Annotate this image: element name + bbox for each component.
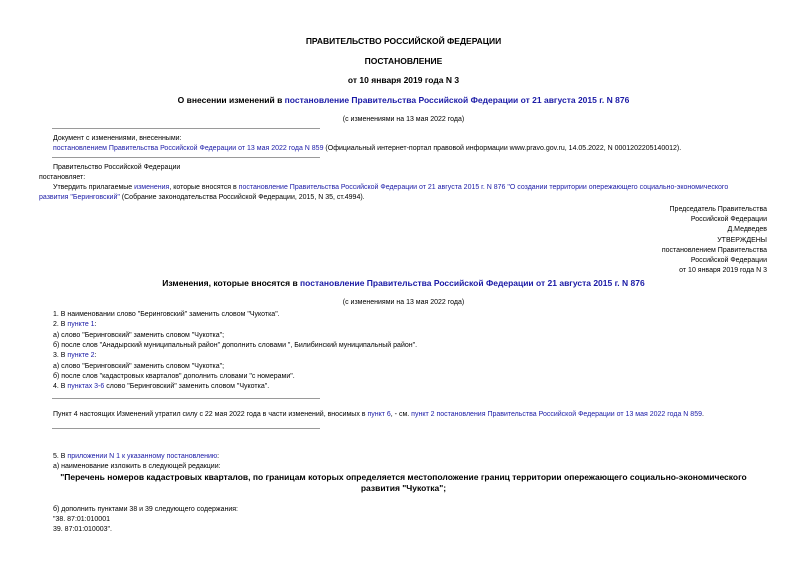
government-heading: ПРАВИТЕЛЬСТВО РОССИЙСКОЙ ФЕДЕРАЦИИ <box>305 36 502 46</box>
revision-note: (с изменениями на 13 мая 2022 года) <box>342 116 465 123</box>
note-text: Пункт 4 настоящих Изменений утратил силу с 22 мая 2022 года в части изменений, вносимых в <box>53 411 368 418</box>
title-link[interactable]: постановление Правительства Российской Федерации от 21 августа 2015 г. N 876 <box>284 95 630 105</box>
document-title <box>0 95 807 106</box>
changes-title-prefix: Изменения, которые вносятся в <box>162 278 301 288</box>
approved-line-1: УТВЕРЖДЕНЫ <box>717 237 767 244</box>
cadastral-39: 39. 87:01:010003". <box>53 526 112 533</box>
item-text: 3. В <box>53 352 68 359</box>
changes-doc-rest: (Официальный интернет-портал правовой информации www.pravo.gov.ru, 14.05.2022, N 0001202205140012). <box>323 145 682 152</box>
item-text: 2. В <box>53 321 68 328</box>
repeal-note <box>53 410 704 419</box>
change-item-3a: а) слово "Беринговский" заменить словом "Чукотка"; <box>53 363 225 370</box>
preamble-text: Утвердить прилагаемые <box>53 184 135 191</box>
divider <box>52 398 320 399</box>
cadastral-38: "38. 87:01:010001 <box>53 516 110 523</box>
item-text: 4. В <box>53 383 68 390</box>
note-text: , - см. <box>390 411 412 418</box>
quoted-title-line-2: развития "Чукотка"; <box>360 483 447 493</box>
clause-2-link[interactable]: пункте 2 <box>67 352 95 359</box>
clause-6-link[interactable]: пункт 6 <box>367 411 391 418</box>
divider <box>52 157 320 158</box>
changes-title <box>0 278 807 289</box>
resolution-876-link-cont[interactable]: развития "Беринговский" <box>39 194 120 201</box>
changes-doc-line: Документ с изменениями, внесенными: <box>53 135 182 142</box>
approved-line-3: Российской Федерации <box>690 257 767 264</box>
item-text: 5. В <box>53 453 68 460</box>
divider <box>52 128 320 129</box>
clause-1-link[interactable]: пункте 1 <box>67 321 95 328</box>
note-text: . <box>701 411 704 418</box>
change-item-2 <box>53 320 97 329</box>
changes-title-link[interactable]: постановление Правительства Российской Федерации от 21 августа 2015 г. N 876 <box>300 278 645 288</box>
title-prefix: О внесении изменений в <box>177 95 285 105</box>
change-item-5 <box>53 452 219 461</box>
preamble-paragraph <box>53 183 728 192</box>
change-item-3 <box>53 351 97 360</box>
changes-link[interactable]: изменения <box>134 184 170 191</box>
approved-line-4: от 10 января 2019 года N 3 <box>679 267 767 274</box>
change-item-5a: а) наименование изложить в следующей редакции: <box>53 463 221 470</box>
preamble-text: (Собрание законодательства Российской Федерации, 2015, N 35, ст.4994). <box>119 194 365 201</box>
resolution-859-link[interactable]: пункт 2 постановления Правительства Российской Федерации от 13 мая 2022 года N 859 <box>411 411 702 418</box>
appendix-1-link[interactable]: приложении N 1 к указанному постановлению <box>67 453 218 460</box>
item-text: : <box>217 453 220 460</box>
preamble-resolves: постановляет: <box>39 174 86 181</box>
change-item-5b: б) дополнить пунктами 38 и 39 следующего содержания: <box>53 506 238 513</box>
changes-revision-note: (с изменениями на 13 мая 2022 года) <box>342 299 465 306</box>
preamble-paragraph-cont <box>39 193 365 202</box>
change-item-2b: б) после слов "Анадырский муниципальный район" дополнить словами ", Билибинский муниципальный район". <box>53 342 418 349</box>
changes-doc-link[interactable]: постановлением Правительства Российской Федерации от 13 мая 2022 года N 859 <box>53 145 324 152</box>
signature-name: Д.Медведев <box>727 226 767 233</box>
item-text: : <box>94 352 97 359</box>
document-date: от 10 января 2019 года N 3 <box>347 75 460 85</box>
quoted-title-line-1: "Перечень номеров кадастровых кварталов, по границам которых определяется местоположение границ территории опережающего социально-экономического <box>60 472 747 482</box>
item-text: : <box>94 321 97 328</box>
change-item-2a: а) слово "Беринговский" заменить словом "Чукотка"; <box>53 332 225 339</box>
resolution-876-link[interactable]: постановление Правительства Российской Федерации от 21 августа 2015 г. N 876 "О создании территории опережающего социально-экономического <box>238 184 729 191</box>
change-item-1: 1. В наименовании слово "Беринговский" заменить словом "Чукотка". <box>53 311 280 318</box>
preamble-text: , которые вносятся в <box>169 184 239 191</box>
item-text: слово "Беринговский" заменить словом "Чукотка". <box>104 383 270 390</box>
changes-doc-source <box>53 144 681 153</box>
change-item-4 <box>53 382 269 391</box>
preamble-government: Правительство Российской Федерации <box>53 164 181 171</box>
divider <box>52 428 320 429</box>
signature-line-1: Председатель Правительства <box>669 206 767 213</box>
document-type: ПОСТАНОВЛЕНИЕ <box>364 56 443 66</box>
approved-line-2: постановлением Правительства <box>661 247 767 254</box>
signature-line-2: Российской Федерации <box>690 216 767 223</box>
change-item-3b: б) после слов "кадастровых кварталов" дополнить словами "с номерами". <box>53 373 295 380</box>
clauses-3-6-link[interactable]: пунктах 3-6 <box>67 383 105 390</box>
